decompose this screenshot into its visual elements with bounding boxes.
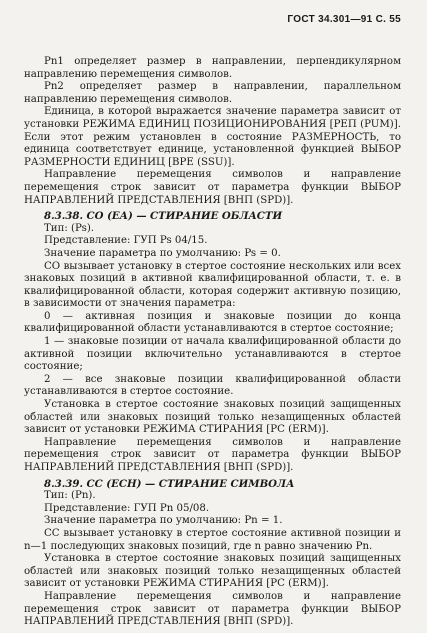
paragraph: 2 — все знаковые позиции квалифицированной области устанавливаются в стертое состояние. (24, 373, 401, 398)
paragraph: Pn2 определяет размер в направлении, параллельном направлению перемещения символов. (24, 81, 401, 105)
section-heading: 8.3.39. СС (ЕСН) — СТИРАНИЕ СИМВОЛА (44, 477, 295, 490)
paragraph: 1 — знаковые позиции от начала квалифицированной области до активной позиции включительно устанавливаются в стертое состояние; (24, 336, 401, 373)
paragraph: Установка в стертое состояние знаковых позиций защищенных областей или знаковых позиций только незащищенных областей зависит от установки РЕЖИМА СТИРАНИЯ [РС (ERM)]. (24, 399, 401, 436)
paragraph: Установка в стертое состояние знаковых позиций защищенных областей или знаковых позиций только незащищенных областей зависит от установки РЕЖИМА СТИРАНИЯ [РС (ERM)]. (24, 553, 401, 590)
paragraph: Направление перемещения символов и направление перемещения строк зависит от параметра функции ВЫБОР НАПРАВЛЕНИЙ ПРЕДСТАВЛЕНИЯ [ВНП (SPD)]. (24, 169, 401, 206)
paragraph: Значение параметра по умолчанию: Pn = 1. (44, 515, 283, 527)
paragraph: Pn1 определяет размер в направлении, перпендикулярном направлению перемещения символов. (24, 56, 401, 80)
section-heading: 8.3.38. СО (ЕА) — СТИРАНИЕ ОБЛАСТИ (44, 210, 283, 223)
paragraph: СС вызывает установку в стертое состояние активной позиции и n—1 последующих знаковых позиций, где n равно значению Pn. (24, 527, 401, 552)
paragraph: Направление перемещения символов и направление перемещения строк зависит от параметра функции ВЫБОР НАПРАВЛЕНИЙ ПРЕДСТАВЛЕНИЯ [ВНП (SPD)]. (24, 436, 401, 473)
paragraph: Значение параметра по умолчанию: Ps = 0. (44, 247, 281, 259)
page-header: ГОСТ 34.301—91 С. 55 (287, 14, 401, 25)
paragraph: Тип: (Pn). (44, 490, 96, 502)
paragraph: Единица, в которой выражается значение параметра зависит от установки РЕЖИМА ЕДИНИЦ ПОЗИЦИОНИРОВАНИЯ [РЕП (PUM)]. Если этот режим установлен в состояние РАЗМЕРНОСТЬ, то единица соответствует единице, установленной функцией ВЫБОР РАЗМЕРНОСТИ ЕДИНИЦ [ВРЕ (SSU)]. (24, 106, 401, 168)
paragraph: Представление: ГУП Pn 05/08. (44, 502, 210, 514)
paragraph: СО вызывает установку в стертое состояние нескольких или всех знаковых позиций в активной квалифицированной области, т. е. в квалифицированной области, которая содержит активную позицию, в зависимости от значения параметра: (24, 260, 401, 310)
paragraph: Тип: (Ps). (44, 222, 95, 234)
paragraph: Представление: ГУП Ps 04/15. (44, 235, 208, 247)
document-body (24, 56, 401, 629)
paragraph: 0 — активная позиция и знаковые позиции до конца квалифицированной области устанавливаются в стертое состояние; (24, 310, 401, 335)
paragraph: Направление перемещения символов и направление перемещения строк зависит от параметра функции ВЫБОР НАПРАВЛЕНИЙ ПРЕДСТАВЛЕНИЯ [ВНП (SPD)]. (24, 590, 401, 628)
